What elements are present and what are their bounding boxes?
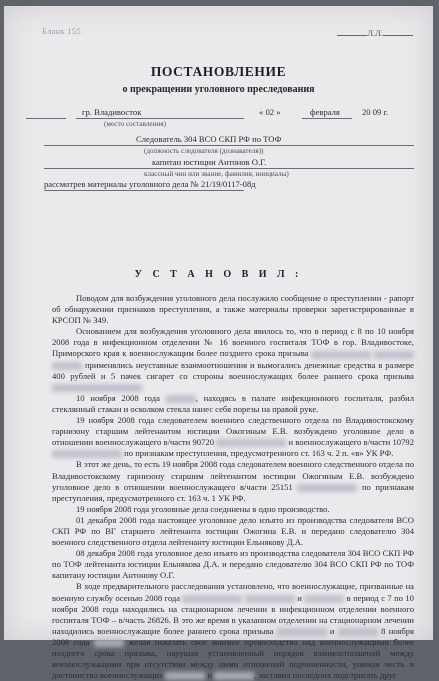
investigator-position-caption: (должность следователя (дознавателя)) bbox=[144, 147, 264, 155]
paragraph-text: и bbox=[329, 625, 335, 636]
place-underline-left bbox=[26, 118, 66, 119]
redacted-name bbox=[214, 672, 254, 680]
date-day: « 02 » bbox=[259, 107, 281, 117]
case-reviewed: рассмотрев материалы уголовного дела № 21/19/0117-08д bbox=[44, 179, 256, 189]
redacted-name bbox=[297, 484, 357, 492]
paragraph-text: , находясь в палате инфекционного госпиталя, разбил стеклянный стакан и осколком стекла нанес себя порезы на правой руке. bbox=[52, 392, 414, 414]
date-month-underline bbox=[302, 118, 352, 119]
redacted-name bbox=[338, 628, 378, 636]
paragraph-text: В этот же день, то есть 19 ноября 2008 года следователем военного следственного отдела по Владивостокскому гарнизону старшим лейтенантом юстиции Ожогиным Е.В. возбуждено уголовное дело в отношении военнослужащего в/части 25151 bbox=[52, 459, 414, 492]
paragraph-text: В ходе предварительного расследования установлено, что военнослужащие, призванные на военную службу осенью 2008 года bbox=[52, 581, 414, 603]
redacted-name bbox=[182, 595, 242, 603]
redacted-name bbox=[245, 595, 295, 603]
paragraph: 19 ноября 2008 года уголовные дела соединены в одно производство. bbox=[76, 503, 330, 514]
paragraph-text: и bbox=[207, 670, 213, 681]
document-title: ПОСТАНОВЛЕНИЕ bbox=[150, 64, 287, 79]
paragraph-text: по признакам преступления, предусмотренного ст. 163 ч. 1 УК РФ. bbox=[52, 481, 414, 503]
paragraph bbox=[52, 415, 414, 459]
redacted-name bbox=[94, 639, 124, 647]
paragraph: 08 декабря 2008 года уголовное дело изъято из производства следователя 304 ВСО СКП РФ по ТОФ лейтенанта юстиции Ельнякова Д.А. и передано следователю 304 ВСО СКП РФ по ТОФ капитану юстиции Антонову О.Г. bbox=[52, 548, 414, 581]
paragraph-text: 10 ноября 2008 года bbox=[76, 392, 160, 403]
investigator-name-caption: классный чин или звание, фамилия, инициалы) bbox=[144, 170, 289, 178]
initials-text: Л.Л. bbox=[367, 28, 383, 38]
redacted-name bbox=[277, 628, 327, 636]
paragraph bbox=[52, 581, 414, 681]
document-sheet bbox=[4, 6, 433, 681]
investigator-position: Следователь 304 ВСО СКП РФ по ТОФ bbox=[136, 134, 282, 144]
paragraph: Поводом для возбуждения уголовного дела послужило сообщение о преступлении - рапорт об обнаружении признаков преступления, а также материалы проверки зарегистрированные в КРСОП № 349. bbox=[52, 293, 414, 326]
initials-underline bbox=[337, 35, 367, 36]
section-ustanovil: У С Т А Н О В И Л : bbox=[134, 269, 303, 280]
investigator-underline-1 bbox=[44, 145, 414, 146]
paragraph bbox=[52, 459, 414, 503]
redacted-name bbox=[52, 384, 142, 392]
redacted-name bbox=[374, 351, 414, 359]
paragraph-text: , заставил последних подстригать друг bbox=[254, 670, 397, 681]
form-number: Бланк 155 bbox=[42, 26, 82, 36]
date-month: февраля bbox=[310, 107, 340, 117]
place-underline bbox=[76, 118, 244, 119]
paragraph-text: в период с 7 по 10 ноября 2008 года находились на стационарном лечении в инфекционном отделении военного госпиталя ТОФ – в/часть 26826. В это же время в указанном отделении на стационарном лечении находились военнослужащие более раннего срока призыва bbox=[52, 592, 414, 636]
document-subtitle: о прекращении уголовного преследования bbox=[122, 84, 315, 95]
paragraph-text: по признакам преступления, предусмотренного ст. 163 ч. 2 п. «в» УК РФ. bbox=[124, 448, 394, 459]
case-reviewed-underline bbox=[44, 190, 244, 191]
document-body bbox=[52, 293, 414, 681]
initials-underline-right bbox=[383, 35, 413, 36]
investigator-underline-2 bbox=[44, 168, 414, 169]
paragraph-text: и bbox=[297, 592, 302, 603]
paragraph-text: Основанием для возбуждения уголовного дела явилось то, что в период с 8 по 10 ноября 2008 года в инфекционном отделении № 16 военного госпиталя ТОФ в гор. Владивостоке, Приморского края к военнослужащим более позднего срока призыва bbox=[52, 326, 414, 359]
paragraph bbox=[52, 393, 414, 415]
paragraph-text: желая показать свое мнимое превосходство над военнослужащими более позднего срока призыва, нарушая установленный порядок взаимоотношений между военнослужащими при отсутствии между ними отношений подчиненности, унижая честь и достоинство военнослужащих bbox=[52, 636, 415, 681]
paragraph bbox=[52, 326, 414, 393]
place-caption: (место составления) bbox=[104, 120, 166, 128]
redacted-name bbox=[166, 395, 196, 403]
paragraph-text: применялись неуставные взаимоотношения и вымогались денежные средства в размере 400 рублей и 5 пачек сигарет со стороны военнослужащих более раннего срока призыва bbox=[52, 359, 414, 381]
paragraph: 01 декабря 2008 года настоящее уголовное дело изъято из производства следователя ВСО СКП РФ по ВГ старшего лейтенанта юстиции Ожогина Е.В. и передано следователю 304 военного следственного отдела лейтенанту юстиции Ельнякову Д.А. bbox=[52, 514, 414, 548]
redacted-name bbox=[165, 672, 205, 680]
paragraph-text: и военнослужащего в/части 10792 bbox=[288, 437, 414, 448]
initials-field bbox=[337, 28, 413, 38]
redacted-name bbox=[304, 595, 344, 603]
redacted-name bbox=[52, 450, 122, 458]
redacted-name bbox=[311, 351, 371, 359]
place-city: гр. Владивосток bbox=[82, 107, 142, 117]
investigator-name: капитан юстиции Антонов О.Г. bbox=[152, 157, 267, 167]
paragraph-text: 19 ноября 2008 года следователем военного следственного отдела по Владивостокскому гарнизону старшим лейтенантом юстиции Ожогиным Е.В. возбуждено уголовное дело в отношении военнослужащего в/части 90720 bbox=[52, 415, 414, 448]
redacted-name bbox=[52, 362, 82, 370]
date-year: 20 09 г. bbox=[362, 107, 389, 117]
redacted-name bbox=[216, 439, 286, 447]
paragraph-text: 8 ноября 2008 года bbox=[52, 625, 415, 647]
